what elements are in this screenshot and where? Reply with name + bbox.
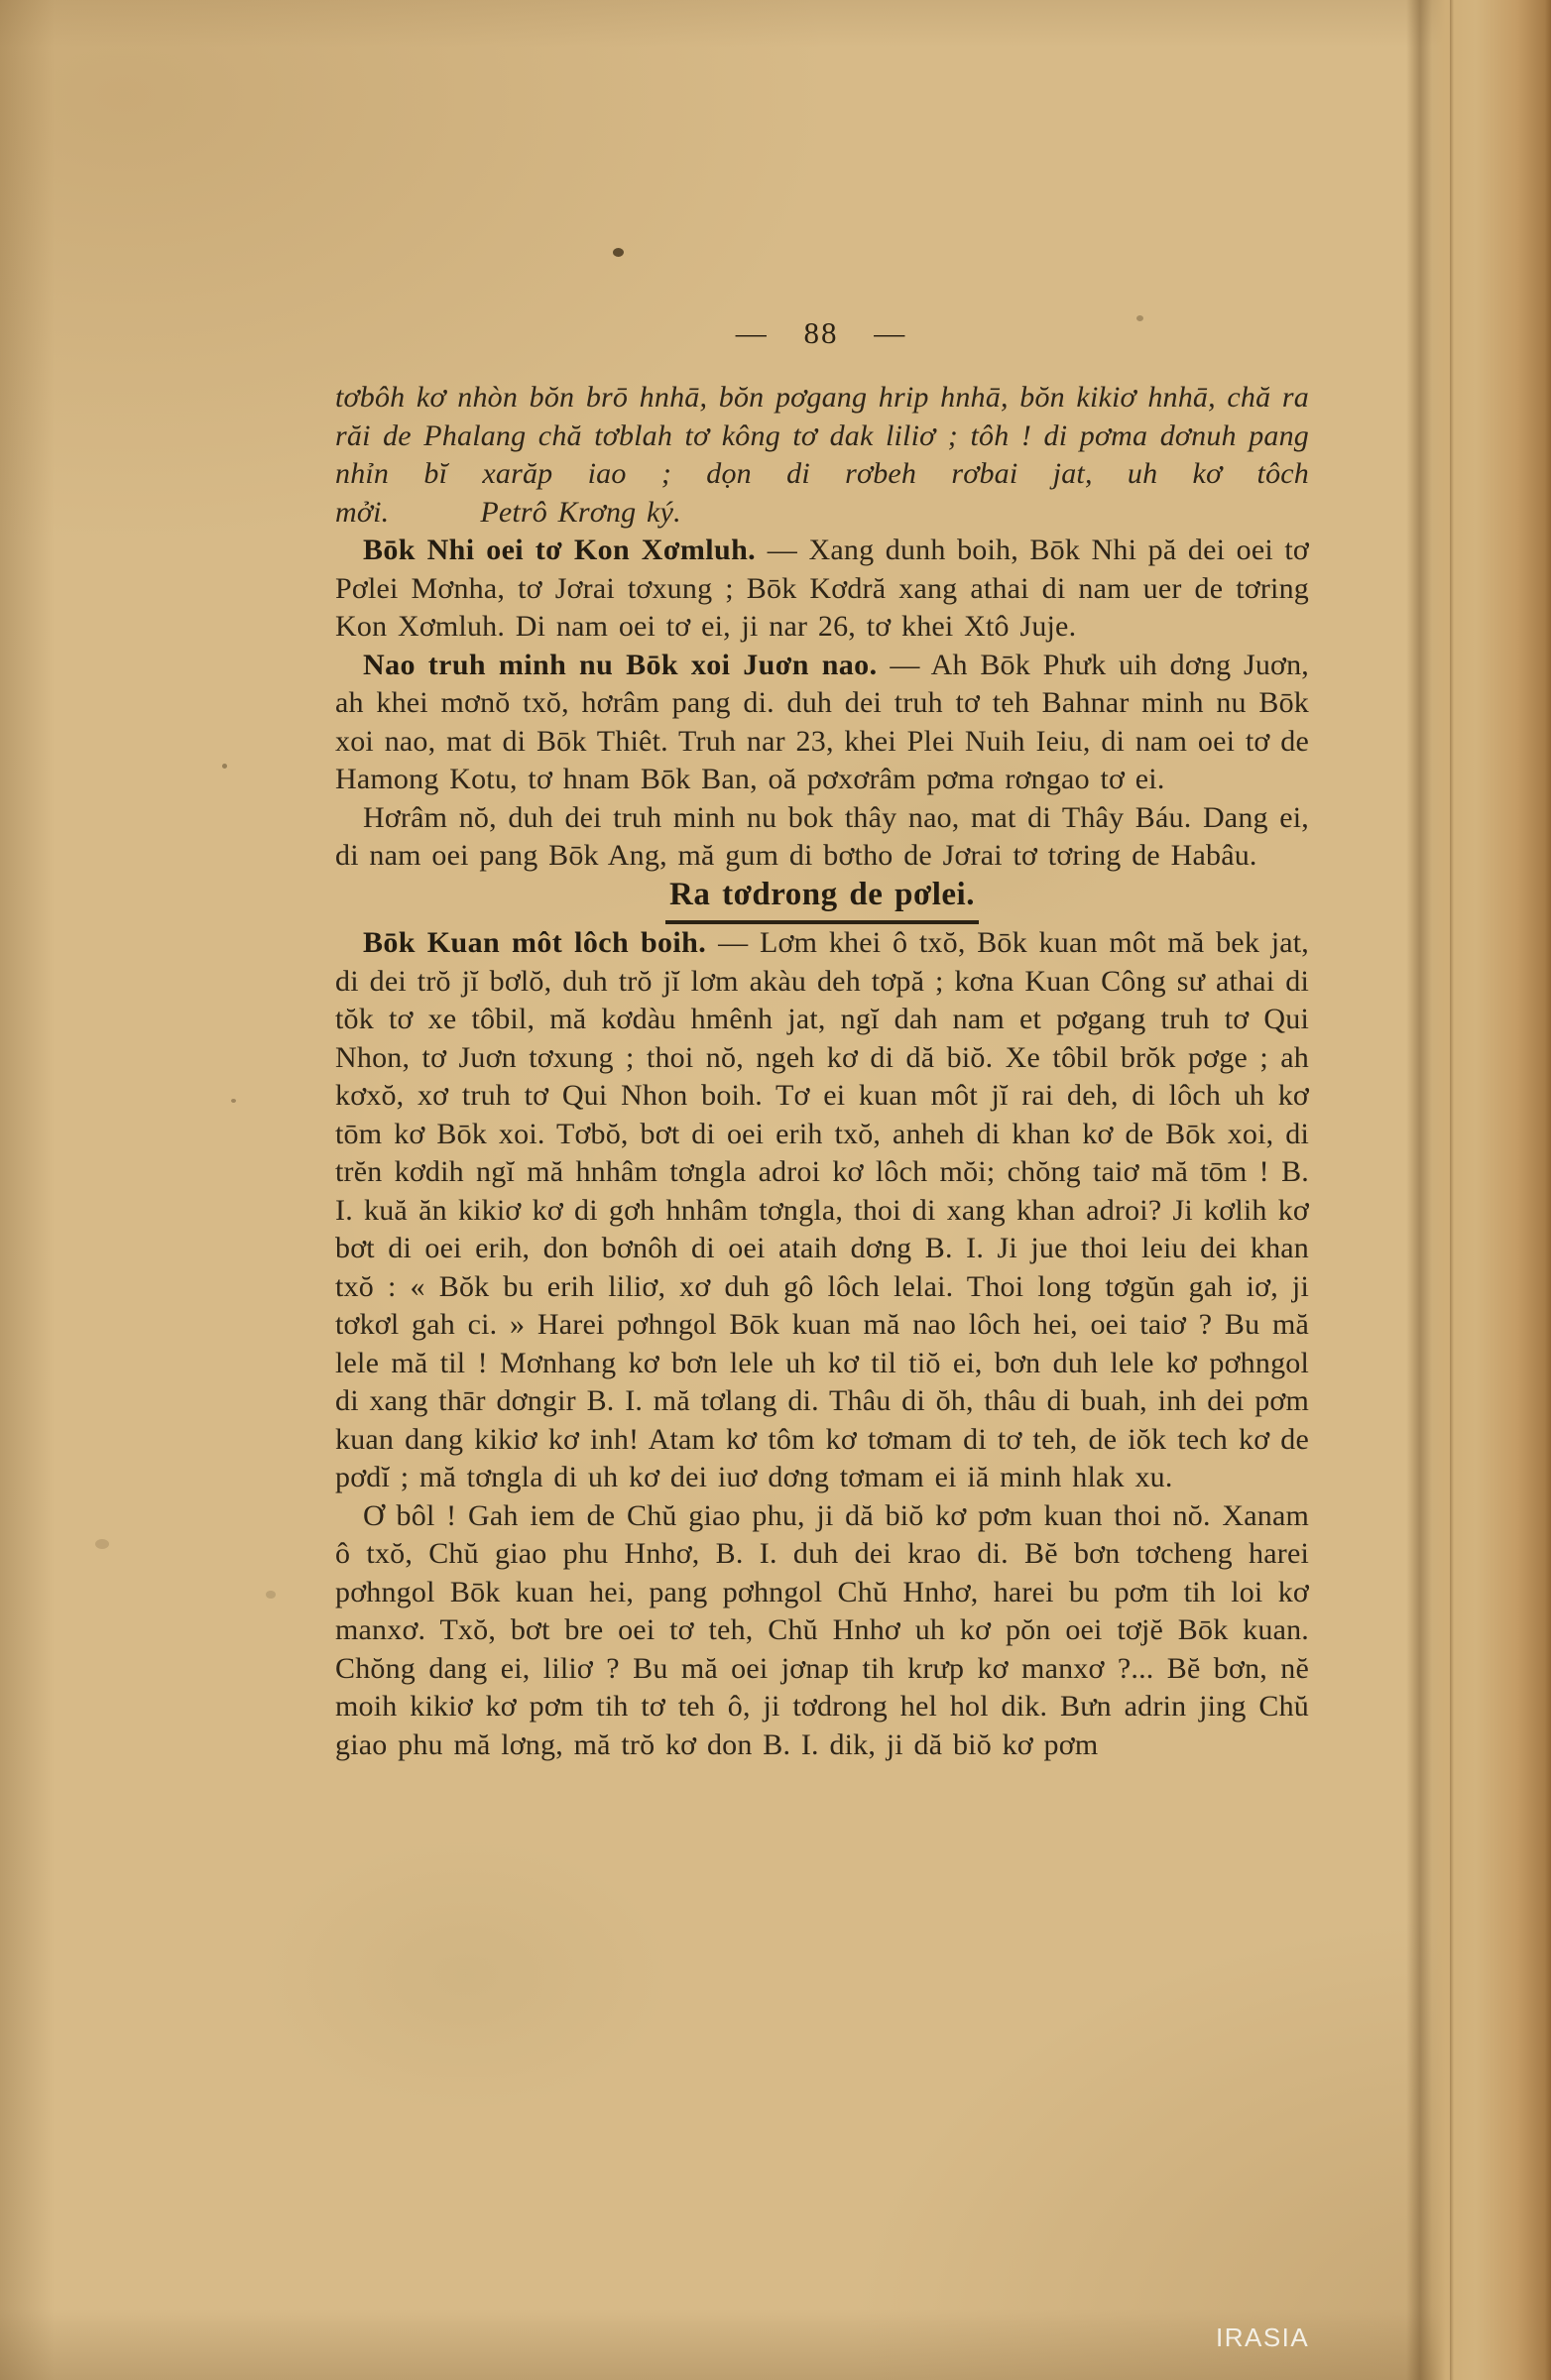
paragraph-lead: Bōk Nhi oei tơ Kon Xơmluh. [363, 534, 757, 566]
paragraph-lead: Nao truh minh nu Bōk xoi Juơn nao. [363, 648, 878, 681]
paragraph-text: — Xang dunh boih, Bōk Nhi pă dei oei tơ Pơlei Mơnha, tơ Jơrai tơxung ; Bōk Kơdră xang athai di nam uer de tơring Kon Xơmluh. Di nam oei tơ ei, ji nar 26, tơ khei Xtô Juje. [335, 534, 1309, 643]
paragraph-text: — Ah Bōk Phưk uih dơng Juơn, ah khei mơnŏ txŏ, hơrâm pang di. duh dei truh tơ teh Bahnar minh nu Bōk xoi nao, mat di Bōk Thiêt. Truh nar 23, khei Plei Nuih Ieiu, di nam oei tơ de Hamong Kotu, tơ hnam Bōk Ban, oă pơxơrâm pơma rơngao tơ ei. [335, 648, 1309, 795]
paragraph-nao-truh [335, 647, 1309, 799]
paragraph-bok-nhi [335, 532, 1309, 647]
paragraph-text: — Lơm khei ô txŏ, Bōk kuan môt mă bek jat, di dei trŏ jĭ bơlŏ, duh trŏ jĭ lơm akàu deh tơpă ; kơna Kuan Công sư athai di tŏk tơ xe tôbil, mă kơdàu hmênh jat, ngĭ dah nam et pơgang truh tơ Qui Nhon, tơ Juơn tơxung ; thoi nŏ, ngeh kơ di dă biŏ. Xe tôbil brŏk pơge ; ah kơxŏ, xơ truh tơ Qui Nhon boih. Tơ ei kuan môt jĭ rai deh, di lôch uh kơ tōm kơ Bōk xoi. Tơbŏ, bơt di oei erih txŏ, anheh di khan kơ de Bōk xoi, di trĕn kơdih ngĭ mă hnhâm tơngla adroi kơ lôch mŏi; chŏng taiơ mă tōm ! B. I. kuă ăn kikiơ kơ di gơh hnhâm tơngla, thoi di xang khan adroi? Ji kơlih kơ bơt di oei erih, don bơnôh di oei ataih dơng B. I. Ji jue thoi leiu dei khan txŏ : « Bŏk bu erih liliơ, xơ duh gô lôch lelai. Thoi long tơgŭn gah iơ, ji tơkơl gah ci. » Harei pơhngol Bōk kuan mă nao lôch hei, oei taiơ ? Bu mă lele mă til ! Mơnhang kơ bơn lele uh kơ til tiŏ ei, bơn duh lele kơ pơhngol di xang thār dơngir B. I. mă tơlang di. Thâu di ŏh, thâu di buah, inh dei pơm kuan dang kikiơ kơ inh! Atam kơ tôm kơ tơmam di tơ teh, de iŏk tech kơ de pơdĭ ; mă tơngla di uh kơ dei iuơ dơng tơmam ei iă minh hlak xu. [335, 926, 1310, 1493]
quote-text: tơbôh kơ nhòn bŏn brō hnhā, bŏn pơgang hrip hnhā, bŏn kikiơ hnhā, chă ra răi de Phalang chă tơblah tơ kông tơ dak liliơ ; tôh ! di pơma dơnuh pang nhỉn bĭ xarăp iao ; dọn di rơbeh rơbai jat, uh kơ tôch mởi. [335, 381, 1309, 529]
book-gutter-edge [1406, 0, 1551, 2380]
page-crease [1450, 0, 1454, 2380]
section-heading-text: Ra tơdrong de pơlei. [665, 876, 979, 925]
opening-quote [335, 379, 1309, 532]
ink-speck [222, 764, 227, 769]
paragraph-o-bol [335, 1497, 1309, 1765]
quote-signature: Petrô Krơng ký. [480, 495, 681, 529]
paper-stain [266, 1591, 276, 1599]
paragraph-bok-kuan [335, 924, 1309, 1497]
page-number: — 88 — [735, 315, 907, 350]
paper-stain [95, 1539, 109, 1549]
irasia-watermark: IRASIA [1216, 2322, 1310, 2352]
ink-speck [231, 1099, 236, 1103]
paragraph-text: Hơrâm nŏ, duh dei truh minh nu bok thây nao, mat di Thây Báu. Dang ei, di nam oei pang Bōk Ang, mă gum di bơtho de Jơrai tơ tơring de Habâu. [335, 800, 1309, 872]
paragraph-horam-no [335, 799, 1309, 876]
paragraph-lead: Bōk Kuan môt lôch boih. [363, 926, 707, 959]
page-text-block [335, 379, 1309, 1764]
section-heading [335, 876, 1309, 925]
paragraph-text: Ơ bôl ! Gah iem de Chŭ giao phu, ji dă biŏ kơ pơm kuan thoi nŏ. Xanam ô txŏ, Chŭ giao phu Hnhơ, B. I. duh dei krao di. Bĕ bơn tơcheng harei pơhngol Bōk kuan hei, pang pơhngol Chŭ Hnhơ, harei bu pơm tih loi kơ manxơ. Txŏ, bơt bre oei tơ teh, Chŭ Hnhơ uh kơ pŏn oei tơjĕ Bōk kuan. Chŏng dang ei, liliơ ? Bu mă oei jơnap tih krưp kơ manxơ ?... Bĕ bơn, nĕ moih kikiơ kơ pơm tih tơ teh ô, ji tơdrong hel hol dik. Bưn adrin jing Chŭ giao phu mă lơng, mă trŏ kơ don B. I. dik, ji dă biŏ kơ pơm [335, 1498, 1309, 1761]
ink-speck [613, 248, 624, 257]
